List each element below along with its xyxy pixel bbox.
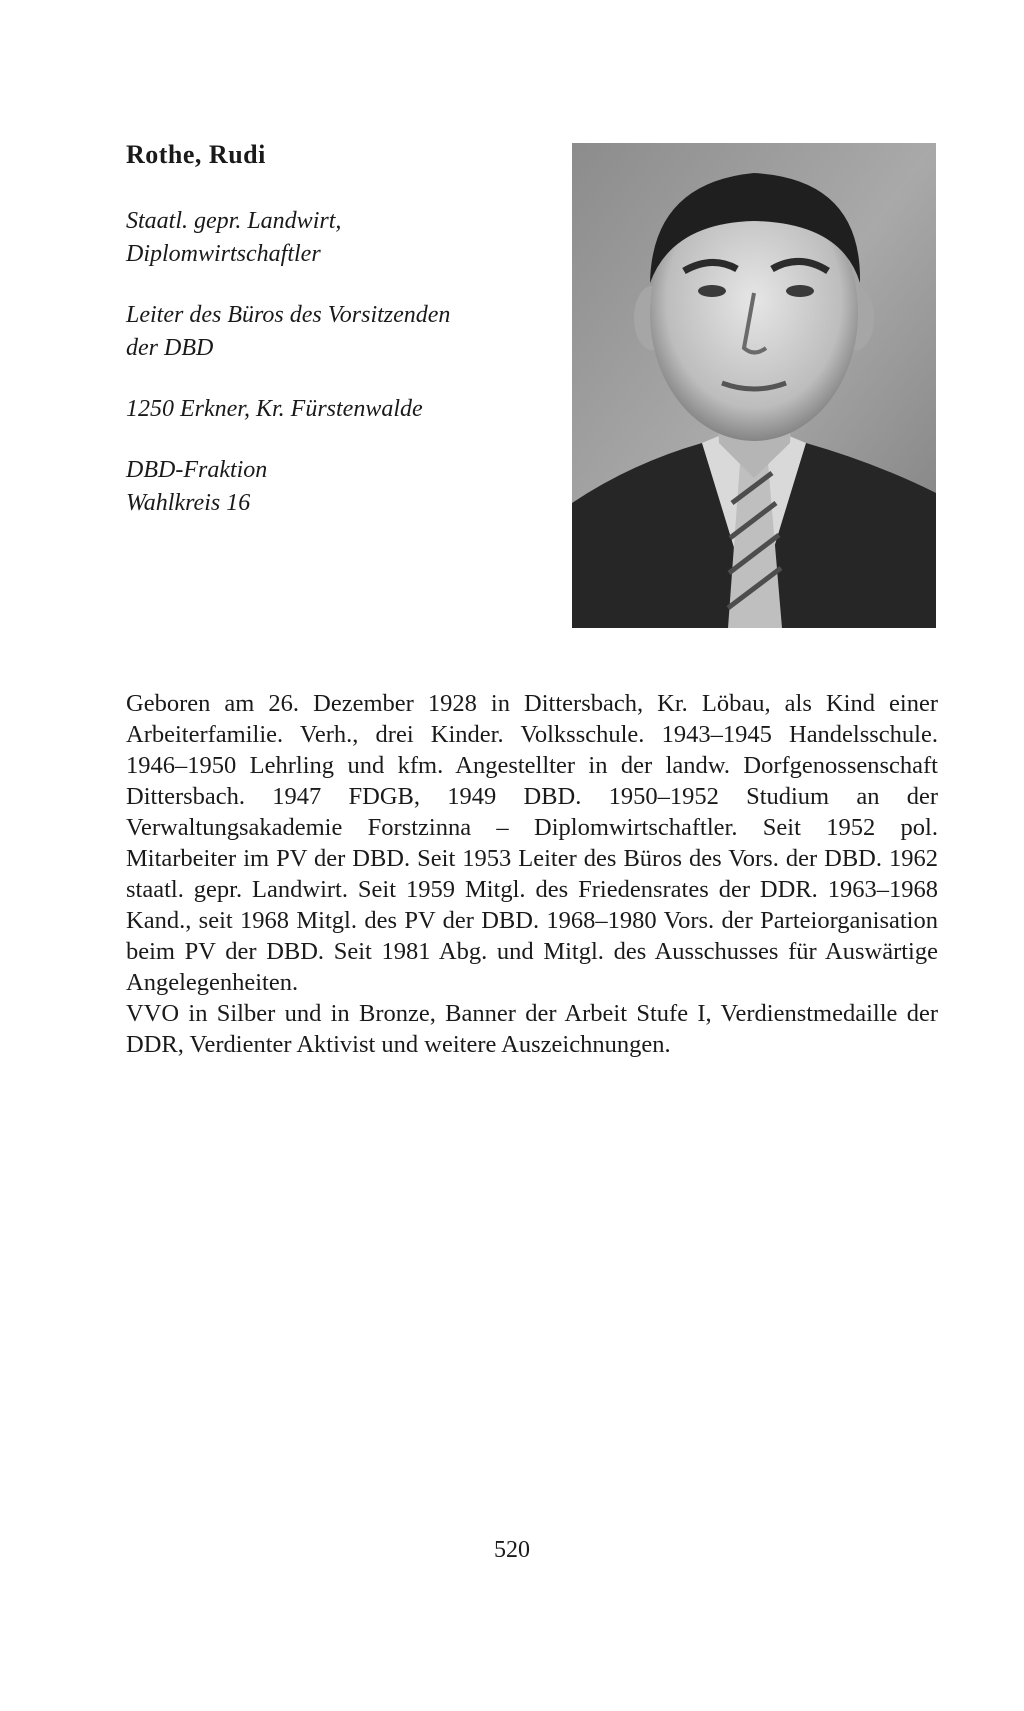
portrait-photo [572,143,936,628]
faction [126,454,546,520]
qualification-line: Staatl. gepr. Landwirt, [126,208,342,234]
portrait-illustration [572,143,936,628]
position-line: Leiter des Büros des Vorsitzenden [126,302,451,328]
biography-paragraph: Geboren am 26. Dezember 1928 in Dittersbach, Kr. Löbau, als Kind einer Arbeiterfamilie. Verh., drei Kinder. Volksschule. 1943–1945 Handelsschule. 1946–1950 Lehrling und kfm. Angestellter in der landw. Dorfgenossenschaft Dittersbach. 1947 FDGB, 1949 DBD. 1950–1952 Studium an der Verwaltungsakademie Forstzinna – Diplomwirtschaftler. Seit 1952 pol. Mitarbeiter im PV der DBD. Seit 1953 Leiter des Büros des Vors. der DBD. 1962 staatl. gepr. Landwirt. Seit 1959 Mitgl. des Friedensrates der DDR. 1963–1968 Kand., seit 1968 Mitgl. des PV der DBD. 1968–1980 Vors. der Parteiorganisation beim PV der DBD. Seit 1981 Abg. und Mitgl. des Ausschusses für Auswärtige Angelegenheiten. [126,690,938,996]
position [126,299,546,365]
entry-name: Rothe, Rudi [126,140,266,169]
page-number: 520 [494,1537,530,1563]
address [126,393,546,426]
position-line: der DBD [126,335,214,361]
faction-line: DBD-Fraktion [126,457,268,483]
address-line: 1250 Erkner, Kr. Fürstenwalde [126,396,423,422]
awards-paragraph: VVO in Silber und in Bronze, Banner der Arbeit Stufe I, Verdienstmedaille der DDR, Verdienter Aktivist und weitere Auszeichnungen. [126,1000,938,1058]
qualification [126,205,546,271]
constituency-line: Wahlkreis 16 [126,490,251,516]
qualification-line: Diplomwirtschaftler [126,241,321,267]
entry-details [126,205,546,548]
biography [126,688,938,1060]
